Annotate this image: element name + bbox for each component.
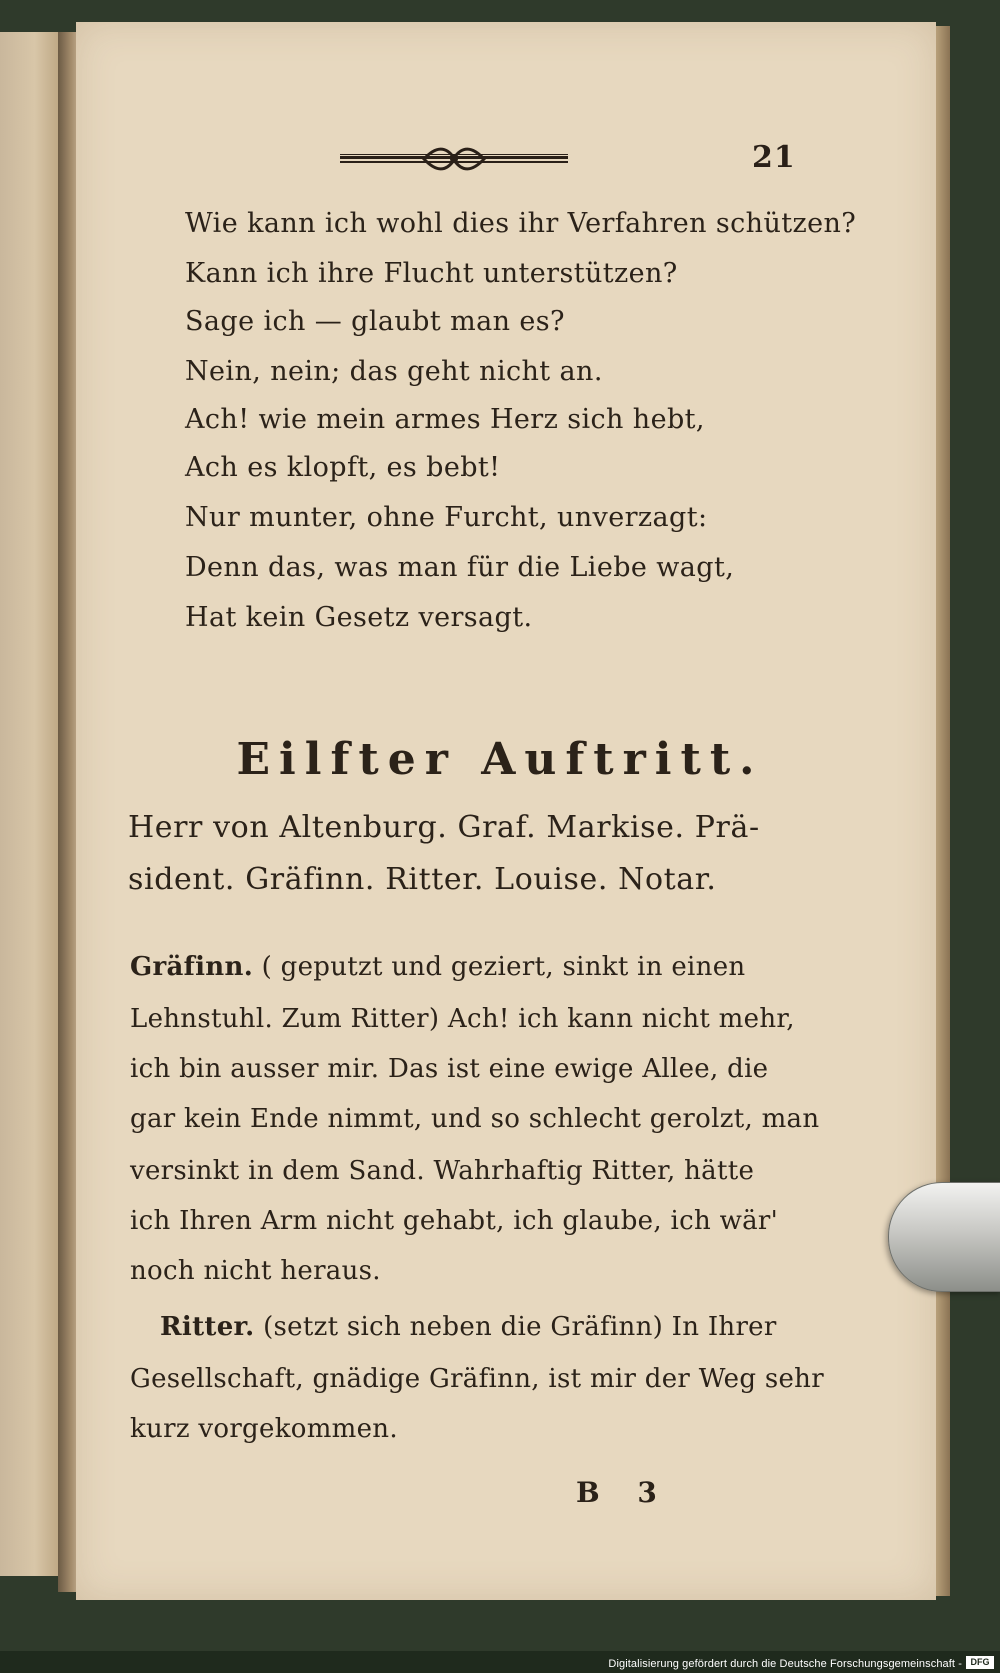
- verse-line: Denn das, was man für die Liebe wagt,: [185, 552, 735, 583]
- speech-line: Gesellschaft, gnädige Gräfinn, ist mir der Weg sehr: [130, 1364, 824, 1394]
- verse-line: Sage ich — glaubt man es?: [185, 306, 565, 337]
- speech-line: versinkt in dem Sand. Wahrhaftig Ritter, hätte: [130, 1156, 755, 1186]
- speech-line: Lehnstuhl. Zum Ritter) Ach! ich kann nicht mehr,: [130, 1004, 795, 1034]
- verse-line: Nein, nein; das geht nicht an.: [185, 356, 603, 387]
- verse-line: Ach! wie mein armes Herz sich hebt,: [185, 404, 705, 435]
- speaker-name: Ritter.: [160, 1312, 255, 1342]
- page-fore-edge: [936, 26, 950, 1596]
- verse-line: Ach es klopft, es bebt!: [185, 452, 501, 483]
- page-number: 21: [752, 140, 796, 175]
- speech-line: ich bin ausser mir. Das ist eine ewige Allee, die: [130, 1054, 769, 1084]
- ornament-rule-icon: [340, 144, 568, 174]
- cast-line: Herr von Altenburg. Graf. Markise. Prä-: [128, 810, 760, 845]
- verse-line: Wie kann ich wohl dies ihr Verfahren schützen?: [185, 208, 857, 239]
- cast-line: sident. Gräfinn. Ritter. Louise. Notar.: [128, 862, 717, 897]
- speech-line: [160, 1312, 840, 1342]
- speaker-name: Gräfinn.: [130, 952, 254, 982]
- speech-line: kurz vorgekommen.: [130, 1414, 398, 1444]
- footer-credit: Digitalisierung gefördert durch die Deutsche Forschungsgemeinschaft -: [608, 1658, 962, 1670]
- speech-line: ich Ihren Arm nicht gehabt, ich glaube, ich wär': [130, 1206, 779, 1236]
- verse-line: Kann ich ihre Flucht unterstützen?: [185, 258, 678, 289]
- left-page-edge: [0, 32, 60, 1576]
- speech-line: [130, 952, 810, 982]
- speech-line: gar kein Ende nimmt, und so schlecht gerolzt, man: [130, 1104, 820, 1134]
- color-tab-clip: [888, 1182, 1000, 1292]
- speech-line: noch nicht heraus.: [130, 1256, 381, 1286]
- dfg-logo-icon: DFG: [966, 1656, 994, 1669]
- footer-bar: [0, 1651, 1000, 1673]
- verse-line: Hat kein Gesetz versagt.: [185, 602, 533, 633]
- stage-direction: (setzt sich neben die Gräfinn) In Ihrer: [254, 1312, 777, 1342]
- scene-heading: Eilfter Auftritt.: [236, 734, 764, 785]
- verse-line: Nur munter, ohne Furcht, unverzagt:: [185, 502, 708, 533]
- stage-direction: ( geputzt und geziert, sinkt in einen: [253, 952, 746, 982]
- signature-mark: B 3: [576, 1476, 671, 1509]
